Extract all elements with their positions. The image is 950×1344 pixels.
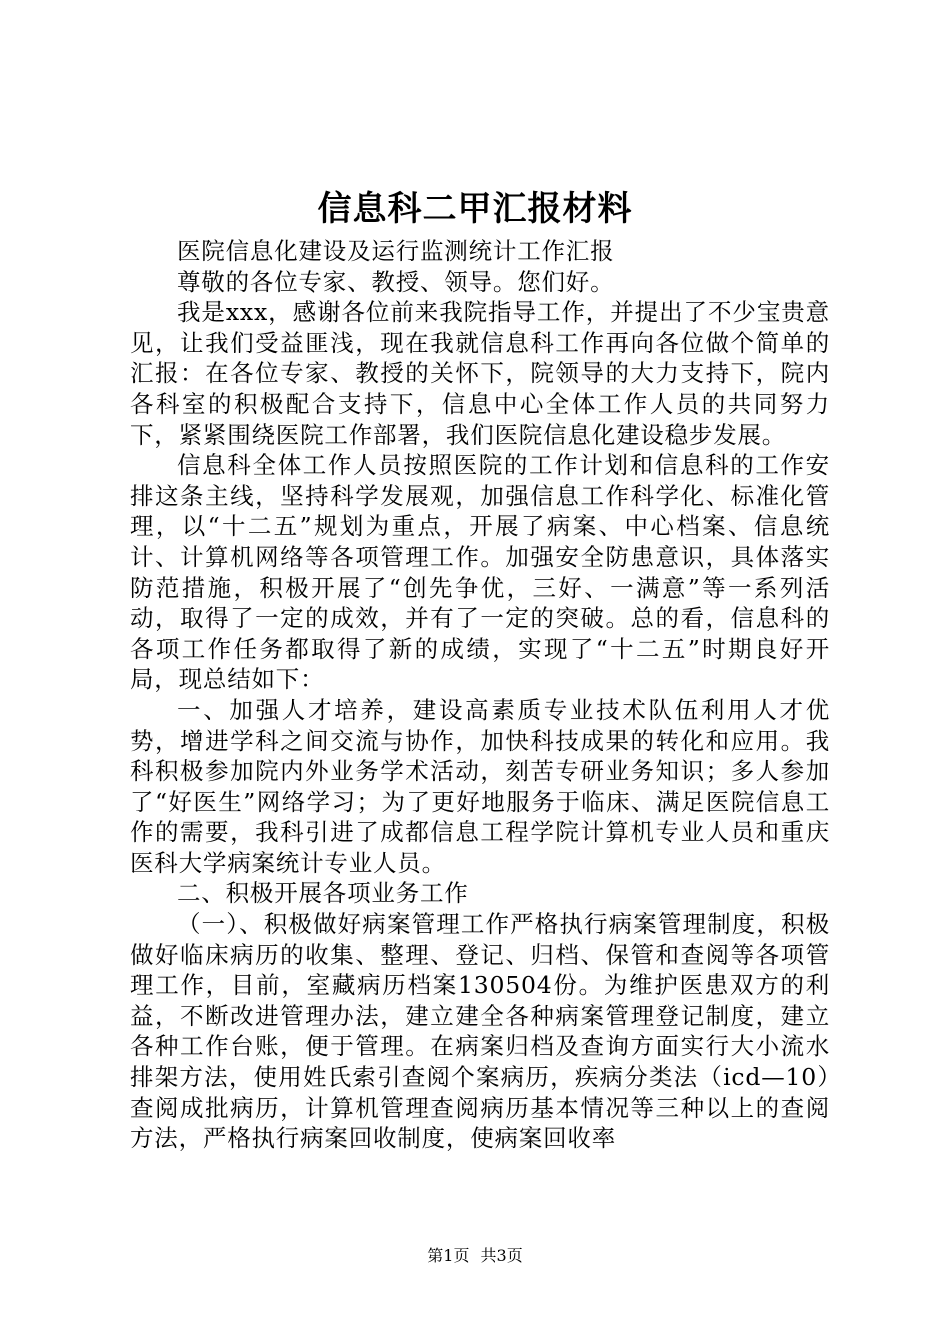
section-two-heading: 二、积极开展各项业务工作 bbox=[177, 879, 469, 908]
subtitle-paragraph: 医院信息化建设及运行监测统计工作汇报 bbox=[177, 237, 615, 265]
page-footer bbox=[0, 1244, 950, 1268]
overview-paragraph: 信息科全体工作人员按照医院的工作计划和信息科的工作安排这条主线，坚持科学发展观，加强信息工作科学化、标准化管理，以“十二五”规划为重点，开展了病案、中心档案、信息统计、计算机网络等各项管理工作。加强安全防患意识，具体落实防范措施，积极开展了“创先争优，三好、一满意”等一系列活动，取得了一定的成效，并有了一定的突破。总的看，信息科的各项工作任务都取得了新的成绩，实现了“十二五”时期良好开局，现总结如下： bbox=[130, 451, 830, 694]
document-body bbox=[130, 236, 830, 1154]
document-title: 信息科二甲汇报材料 bbox=[317, 189, 633, 229]
intro-paragraph: 我是xxx，感谢各位前来我院指导工作，并提出了不少宝贵意见，让我们受益匪浅，现在我就信息科工作再向各位做个简单的汇报：在各位专家、教授的关怀下，院领导的大力支持下，院内各科室的积极配合支持下，信息中心全体工作人员的共同努力下，紧紧围绕医院工作部署，我们医院信息化建设稳步发展。 bbox=[130, 298, 830, 449]
subsection-one-paragraph: （一）、积极做好病案管理工作严格执行病案管理制度，积极做好临床病历的收集、整理、登记、归档、保管和查阅等各项管理工作，目前，室藏病历档案130504份。为维护医患双方的利益，不断改进管理办法，建立建全各种病案管理登记制度，建立各种工作台账，便于管理。在病案归档及查询方面实行大小流水排架方法，使用姓氏索引查阅个案病历，疾病分类法（icd—10）查阅成批病历，计算机管理查阅病历基本情况等三种以上的查阅方法，严格执行病案回收制度，使病案回收率 bbox=[130, 910, 830, 1153]
section-one-paragraph: 一、加强人才培养，建设高素质专业技术队伍利用人才优势，增进学科之间交流与协作，加快科技成果的转化和应用。我科积极参加院内外业务学术活动，刻苦专研业务知识；多人参加了“好医生”网络学习；为了更好地服务于临床、满足医院信息工作的需要，我科引进了成都信息工程学院计算机专业人员和重庆医科大学病案统计专业人员。 bbox=[130, 695, 830, 877]
greeting-paragraph: 尊敬的各位专家、教授、领导。您们好。 bbox=[177, 267, 615, 296]
page-total: 共3页 bbox=[480, 1246, 523, 1265]
page-number: 第1页 bbox=[427, 1246, 470, 1265]
